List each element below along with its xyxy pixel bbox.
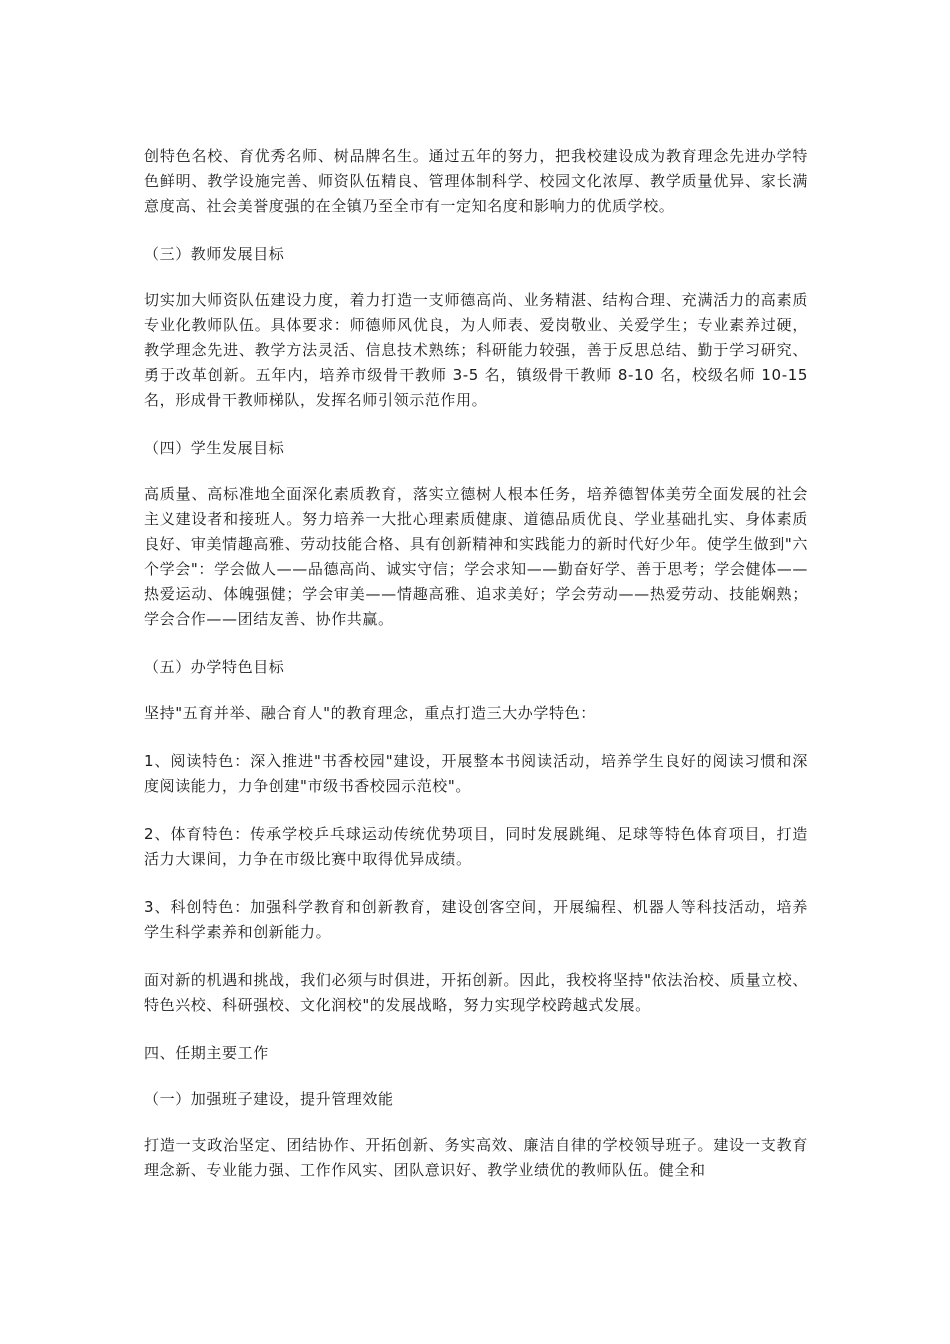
section-heading-main-work: 四、任期主要工作 — [144, 1044, 269, 1062]
section-heading-teacher-goals: （三）教师发展目标 — [144, 245, 285, 263]
paragraph-development-strategy: 面对新的机遇和挑战，我们必须与时俱进，开拓创新。因此，我校将坚持"依法治校、质量立校、特色兴校、科研强校、文化润校"的发展战略，努力实现学校跨越式发展。 — [144, 971, 808, 1014]
section-heading-school-features: （五）办学特色目标 — [144, 658, 285, 676]
section-heading-student-goals: （四）学生发展目标 — [144, 439, 285, 457]
paragraph-leadership: 打造一支政治坚定、团结协作、开拓创新、务实高效、廉洁自律的学校领导班子。建设一支教育理念新、专业能力强、工作作风实、团队意识好、教学业绩优的教师队伍。健全和 — [144, 1136, 808, 1179]
paragraph-feature-reading: 1、阅读特色：深入推进"书香校园"建设，开展整本书阅读活动，培养学生良好的阅读习惯和深度阅读能力，力争创建"市级书香校园示范校"。 — [144, 752, 808, 795]
document-body — [144, 144, 808, 1206]
paragraph-school-goal: 创特色名校、育优秀名师、树品牌名生。通过五年的努力，把我校建设成为教育理念先进办学特色鲜明、教学设施完善、师资队伍精良、管理体制科学、校园文化浓厚、教学质量优异、家长满意度高、社会美誉度强的在全镇乃至全市有一定知名度和影响力的优质学校。 — [144, 147, 808, 215]
paragraph-feature-science: 3、科创特色：加强科学教育和创新教育，建设创客空间，开展编程、机器人等科技活动，培养学生科学素养和创新能力。 — [144, 898, 808, 941]
paragraph-feature-sports: 2、体育特色：传承学校乒乓球运动传统优势项目，同时发展跳绳、足球等特色体育项目，打造活力大课间，力争在市级比赛中取得优异成绩。 — [144, 825, 808, 868]
paragraph-teacher-goals: 切实加大师资队伍建设力度，着力打造一支师德高尚、业务精湛、结构合理、充满活力的高素质专业化教师队伍。具体要求：师德师风优良，为人师表、爱岗敬业、关爱学生；专业素养过硬，教学理念先进、教学方法灵活、信息技术熟练；科研能力较强，善于反思总结、勤于学习研究、勇于改革创新。五年内，培养市级骨干教师 3-5 名，镇级骨干教师 8-10 名，校级名师 10-15 名，形成骨干教师梯队，发挥名师引领示范作用。 — [144, 291, 808, 409]
paragraph-student-goals: 高质量、高标准地全面深化素质教育，落实立德树人根本任务，培养德智体美劳全面发展的社会主义建设者和接班人。努力培养一大批心理素质健康、道德品质优良、学业基础扎实、身体素质良好、审美情趣高雅、劳动技能合格、具有创新精神和实践能力的新时代好少年。使学生做到"六个学会"：学会做人——品德高尚、诚实守信；学会求知——勤奋好学、善于思考；学会健体——热爱运动、体魄强健；学会审美——情趣高雅、追求美好；学会劳动——热爱劳动、技能娴熟；学会合作——团结友善、协作共赢。 — [144, 485, 808, 628]
subsection-heading-leadership: （一）加强班子建设，提升管理效能 — [144, 1090, 394, 1108]
paragraph-features-intro: 坚持"五育并举、融合育人"的教育理念，重点打造三大办学特色： — [144, 704, 596, 722]
